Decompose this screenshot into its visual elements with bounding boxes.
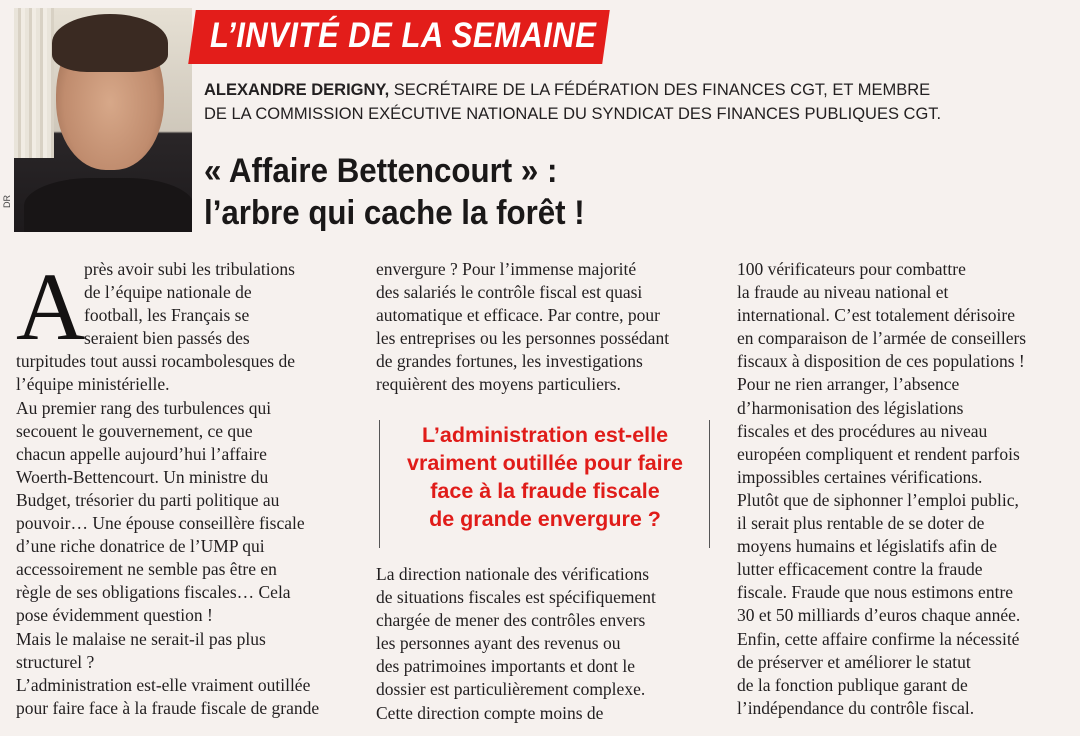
banner-title: L’INVITÉ DE LA SEMAINE <box>210 15 597 56</box>
paragraph-line: Woerth-Bettencourt. Un ministre du <box>16 466 269 487</box>
pullquote-line: L’administration est-elle <box>421 423 669 447</box>
paragraph-line: automatique et efficace. Par contre, pour <box>376 305 660 326</box>
paragraph-line: L’administration est-elle vraiment outillée <box>16 674 311 695</box>
paragraph-line: les personnes ayant des revenus ou <box>376 633 621 654</box>
photo-credit: DR <box>2 195 12 208</box>
paragraph-line: d’harmonisation des législations <box>737 397 964 418</box>
paragraph-line: Pour ne rien arranger, l’absence <box>737 374 960 395</box>
paragraph-line: de grandes fortunes, les investigations <box>376 351 643 372</box>
paragraph-line: accessoirement ne semble pas être en <box>16 559 277 580</box>
paragraph-line: pose évidemment question ! <box>16 605 213 626</box>
paragraph-line: 30 et 50 milliards d’euros chaque année. <box>737 605 1021 626</box>
paragraph-line: des patrimoines importants et dont le <box>376 656 636 677</box>
byline <box>204 78 1024 126</box>
paragraph-line: les entreprises ou les personnes possédant <box>376 328 670 349</box>
paragraph-line: fiscaux à disposition de ces populations ! <box>737 351 1025 372</box>
paragraph-line: la fraude au niveau national et <box>737 282 949 303</box>
paragraph-line: moyens humains et législatifs afin de <box>737 536 998 557</box>
paragraph-line: européen compliquent et rendent parfois <box>737 443 1020 464</box>
paragraph-line: impossibles certaines vérifications. <box>737 466 983 487</box>
article-column-1 <box>16 253 356 720</box>
paragraph-line: près avoir subi les tribulations <box>84 259 295 279</box>
author-hair <box>52 14 168 72</box>
paragraph-line: envergure ? Pour l’immense majorité <box>376 259 637 279</box>
paragraph-line: fiscale. Fraude que nous estimons entre <box>737 582 1014 603</box>
paragraph-line: secouent le gouvernement, ce que <box>16 420 253 441</box>
paragraph-line: turpitudes tout aussi rocambolesques de <box>16 351 295 372</box>
author-photo <box>14 8 192 232</box>
paragraph-line: football, les Français se <box>84 305 250 326</box>
paragraph-line: Au premier rang des turbulences qui <box>16 397 272 418</box>
drop-cap: A <box>16 253 86 360</box>
author-title: SECRÉTAIRE DE LA FÉDÉRATION DES FINANCES CGT, ET MEMBRE <box>389 81 931 99</box>
paragraph-line: La direction nationale des vérifications <box>376 564 650 584</box>
paragraph-line: 100 vérificateurs pour combattre <box>737 259 966 279</box>
paragraph-line: de situations fiscales est spécifiquement <box>376 587 656 608</box>
paragraph-line: chacun appelle aujourd’hui l’affaire <box>16 443 267 464</box>
article-column-3 <box>737 258 1067 720</box>
paragraph-line: en comparaison de l’armée de conseillers <box>737 328 1027 349</box>
paragraph-line: l’équipe ministérielle. <box>16 374 170 395</box>
paragraph-line: Cette direction compte moins de <box>376 702 604 723</box>
paragraph-line: seraient bien passés des <box>84 328 250 349</box>
paragraph-line: de l’équipe nationale de <box>84 282 252 303</box>
paragraph-line: de la fonction publique garant de <box>737 674 968 695</box>
bookshelf-background <box>14 8 54 158</box>
article-column-2-top <box>376 258 716 397</box>
article-column-2-bottom <box>376 563 656 725</box>
paragraph-line: Budget, trésorier du parti politique au <box>16 489 280 510</box>
pullquote-line: vraiment outillée pour faire <box>407 451 683 475</box>
pullquote <box>380 421 710 533</box>
pullquote-line: face à la fraude fiscale <box>430 479 660 503</box>
headline-line-1: « Affaire Bettencourt » : <box>204 152 558 190</box>
paragraph-line: l’indépendance du contrôle fiscal. <box>737 697 975 718</box>
paragraph-line: dossier est particulièrement complexe. <box>376 679 646 700</box>
paragraph-line: fiscales et des procédures au niveau <box>737 420 988 441</box>
paragraph-line: structurel ? <box>16 651 95 672</box>
headline-line-2: l’arbre qui cache la forêt ! <box>204 194 585 232</box>
paragraph-line: lutter efficacement contre la fraude <box>737 559 983 580</box>
paragraph-line: il serait plus rentable de se doter de <box>737 513 985 534</box>
paragraph-line: règle de ses obligations fiscales… Cela <box>16 582 291 603</box>
paragraph-line: Plutôt que de siphonner l’emploi public, <box>737 489 1019 510</box>
paragraph-line: d’une riche donatrice de l’UMP qui <box>16 536 265 557</box>
paragraph-line: pouvoir… Une épouse conseillère fiscale <box>16 513 305 534</box>
paragraph-line: international. C’est totalement dérisoire <box>737 305 1015 326</box>
article-headline <box>204 150 793 234</box>
paragraph-line: chargée de mener des contrôles envers <box>376 610 646 631</box>
paragraph-line: requièrent des moyens particuliers. <box>376 374 621 395</box>
paragraph-line: des salariés le contrôle fiscal est quasi <box>376 282 643 303</box>
author-name: ALEXANDRE DERIGNY, <box>204 81 390 99</box>
pullquote-line: de grande envergure ? <box>429 507 661 531</box>
author-shirt <box>24 178 192 232</box>
byline-line-2: DE LA COMMISSION EXÉCUTIVE NATIONALE DU SYNDICAT DES FINANCES PUBLIQUES CGT. <box>204 105 942 123</box>
paragraph-line: Mais le malaise ne serait-il pas plus <box>16 628 266 649</box>
paragraph-line: pour faire face à la fraude fiscale de grande <box>16 697 320 718</box>
paragraph-line: de préserver et améliorer le statut <box>737 651 971 672</box>
byline-line-1 <box>204 78 1024 102</box>
paragraph-line: Enfin, cette affaire confirme la nécessité <box>737 628 1020 649</box>
